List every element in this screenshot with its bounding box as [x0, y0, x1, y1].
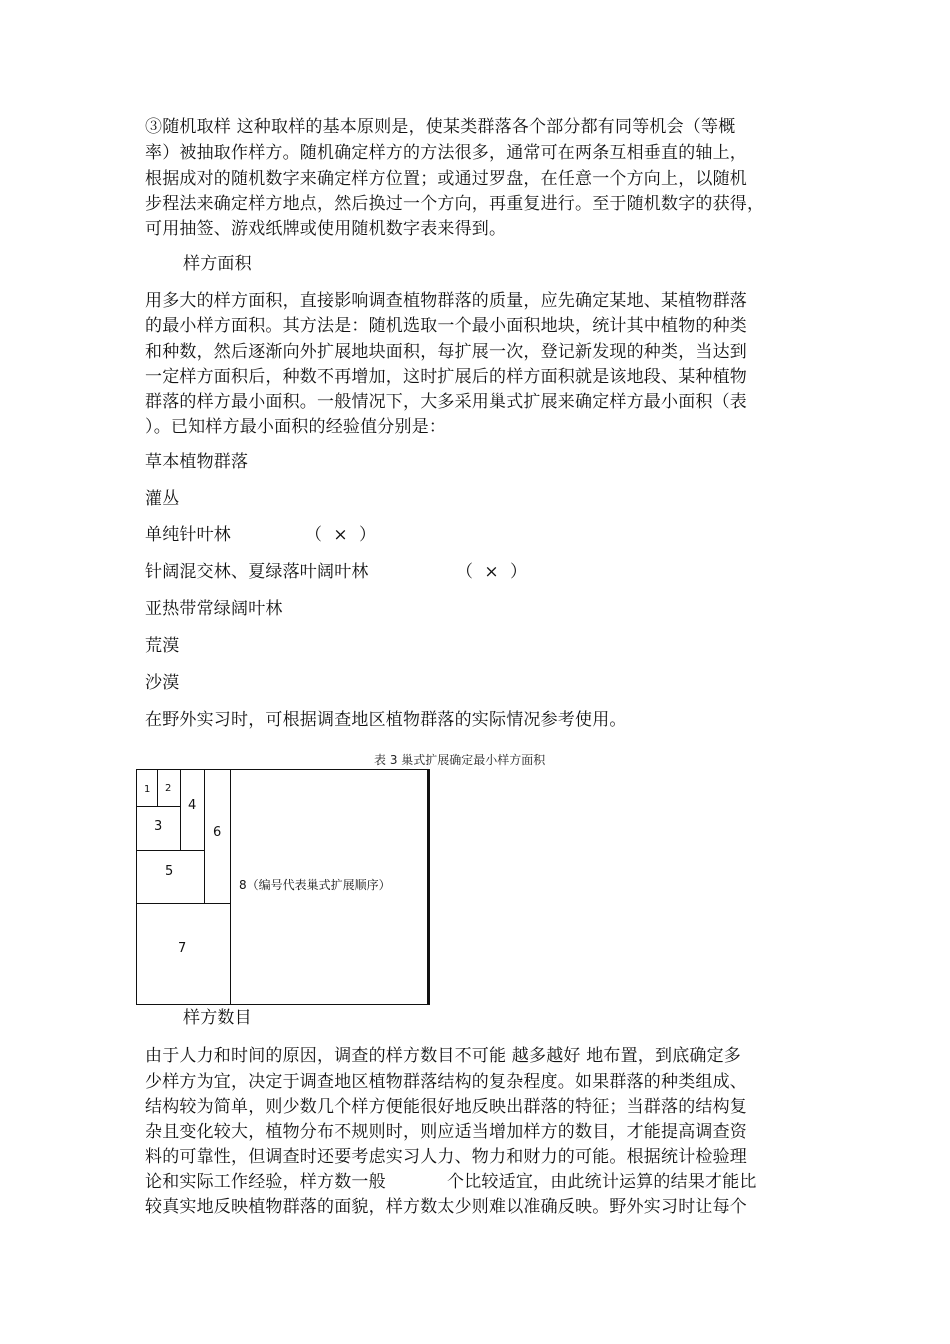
text-segment: 论和实际工作经验，样方数一般 — [145, 1172, 386, 1192]
paragraph-line: 步程法来确定样方地点，然后换过一个方向，再重复进行。至于随机数字的获得， — [145, 194, 765, 214]
vegetation-item — [145, 561, 528, 583]
paragraph-line: 可用抽签、游戏纸牌或使用随机数字表来得到。 — [145, 219, 507, 239]
paragraph-line: 和种数，然后逐渐向外扩展地块面积，每扩展一次，登记新发现的种类，当达到 — [145, 342, 747, 362]
paragraph-line: 用多大的样方面积，直接影响调查植物群落的质量，应先确定某地、某植物群落 — [145, 291, 747, 311]
vegetation-value: （ × ） — [456, 562, 528, 582]
plot-label-5: 5 — [165, 864, 174, 879]
paragraph-line: ③随机取样 这种取样的基本原则是，使某类群落各个部分都有同等机会（等概 — [145, 117, 736, 137]
paragraph-line: 的最小样方面积。其方法是：随机选取一个最小面积地块，统计其中植物的种类 — [145, 316, 747, 336]
vegetation-name: 灌丛 — [145, 489, 180, 509]
paragraph-line: 根据成对的随机数字来确定样方位置；或通过罗盘，在任意一个方向上，以随机 — [145, 169, 747, 189]
vegetation-item — [145, 635, 179, 657]
vegetation-item — [145, 524, 377, 546]
vegetation-name: 亚热带常绿阔叶林 — [145, 599, 283, 619]
paragraph-line: 少样方为宜，决定于调查地区植物群落结构的复杂程度。如果群落的种类组成、 — [145, 1072, 747, 1092]
vegetation-item — [145, 451, 248, 473]
plot-label-1: 1 — [144, 784, 151, 795]
paragraph-line: 较真实地反映植物群落的面貌，样方数太少则难以准确反映。野外实习时让每个 — [145, 1197, 747, 1217]
nested-plot-figure — [136, 769, 430, 1005]
paragraph-line: 群落的样方最小面积。一般情况下，大多采用巢式扩展来确定样方最小面积（表 — [145, 392, 747, 412]
plot-label-7: 7 — [178, 941, 187, 956]
paragraph-line: 一定样方面积后，种数不再增加，这时扩展后的样方面积就是该地段、某种植物 — [145, 367, 747, 387]
section-heading-area: 样方面积 — [183, 254, 252, 274]
vegetation-name: 针阔混交林、夏绿落叶阔叶林 — [145, 562, 369, 582]
paragraph-line: 料的可靠性，但调查时还要考虑实习人力、物力和财力的可能。根据统计检验理 — [145, 1147, 747, 1167]
plot-label-3: 3 — [154, 819, 163, 834]
vegetation-name: 荒漠 — [145, 636, 180, 656]
vegetation-value: （ × ） — [305, 525, 377, 545]
paragraph-line: 由于人力和时间的原因，调查的样方数目不可能 越多越好 地布置，到底确定多 — [145, 1046, 742, 1066]
paragraph-line: 率）被抽取作样方。随机确定样方的方法很多，通常可在两条互相垂直的轴上， — [145, 143, 747, 163]
vegetation-name: 沙漠 — [145, 673, 180, 693]
paragraph-line — [145, 1171, 757, 1193]
text-segment: 个比较适宜，由此统计运算的结果才能比 — [447, 1172, 757, 1192]
plot-label-8: 8（编号代表巢式扩展顺序） — [239, 878, 391, 892]
figure-caption: 表 3 巢式扩展确定最小样方面积 — [374, 753, 546, 767]
paragraph-line: ）。已知样方最小面积的经验值分别是： — [145, 417, 447, 437]
vegetation-name: 单纯针叶林 — [145, 525, 231, 545]
closing-line: 在野外实习时，可根据调查地区植物群落的实际情况参考使用。 — [145, 710, 627, 730]
plot-label-4: 4 — [188, 798, 197, 813]
section-heading-number: 样方数目 — [183, 1008, 252, 1028]
vegetation-name: 草本植物群落 — [145, 452, 249, 472]
vegetation-item — [145, 598, 283, 620]
paragraph-line: 杂且变化较大，植物分布不规则时，则应适当增加样方的数目，才能提高调查资 — [145, 1122, 747, 1142]
paragraph-line: 结构较为简单，则少数几个样方便能很好地反映出群落的特征；当群落的结构复 — [145, 1097, 747, 1117]
plot-label-6: 6 — [213, 825, 222, 840]
plot-label-2: 2 — [165, 783, 172, 794]
vegetation-item — [145, 672, 179, 694]
vegetation-item — [145, 488, 179, 510]
